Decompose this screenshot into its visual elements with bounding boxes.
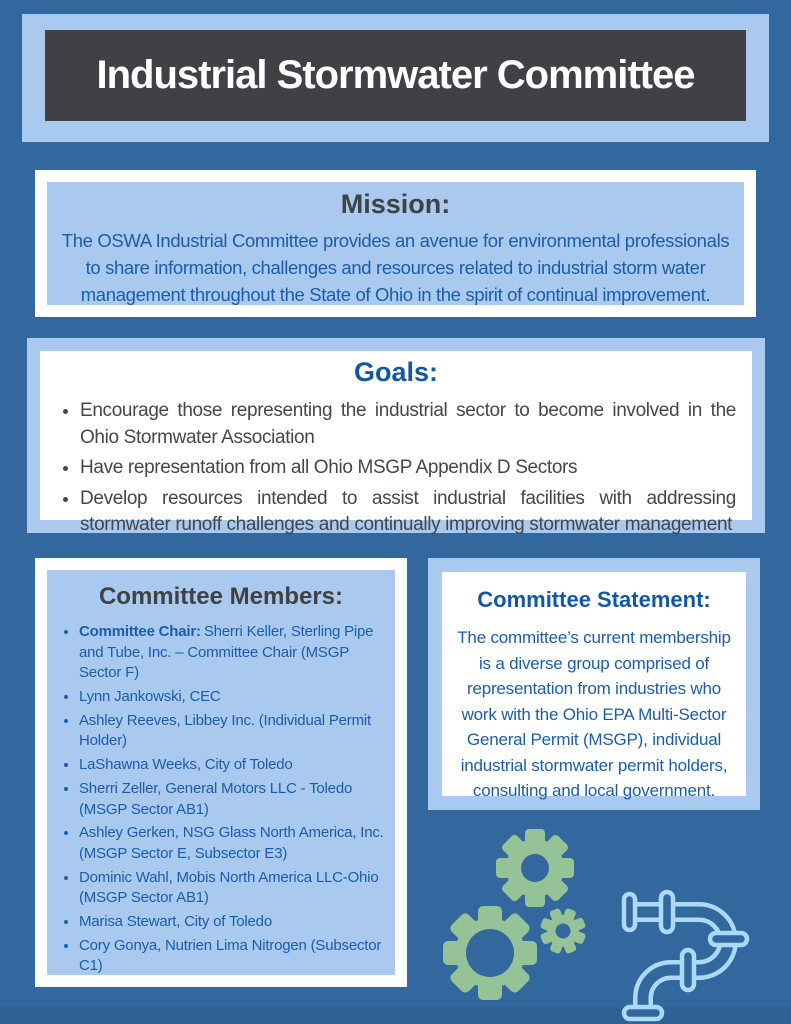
- gear-icon: [496, 829, 574, 907]
- statement-section: [428, 558, 760, 810]
- pipe-icon: [624, 892, 747, 1019]
- members-panel: [47, 570, 395, 975]
- member-item-chair: [79, 622, 389, 684]
- member-item: • Sherri Zeller, General Motors LLC - Toledo (MSGP Sector AB1): [79, 779, 389, 820]
- member-item: • Ashley Reeves, Libbey Inc. (Individual Permit Holder): [79, 711, 389, 752]
- member-item: • Cory Gonya, Nutrien Lima Nitrogen (Subsector C1): [79, 936, 389, 977]
- mission-body: The OSWA Industrial Committee provides an avenue for environmental professionals to share information, challenges and resources related to industrial storm water management throughout the State of Ohio in the spirit of continual improvement.: [61, 230, 730, 305]
- title-box: [45, 30, 746, 121]
- mission-section: [35, 170, 756, 317]
- statement-heading: Committee Statement:: [477, 587, 711, 612]
- member-item: • Dominic Wahl, Mobis North America LLC-Ohio (MSGP Sector AB1): [79, 868, 389, 909]
- mission-heading: Mission:: [340, 189, 451, 219]
- decorative-art: [430, 820, 791, 1024]
- member-item: • LaShawna Weeks, City of Toledo: [79, 755, 389, 776]
- header-band: [22, 14, 769, 142]
- members-heading: Committee Members:: [98, 583, 344, 610]
- goals-list: [40, 398, 752, 539]
- members-section: [35, 558, 407, 987]
- members-list: [47, 622, 395, 977]
- goal-item: • Encourage those representing the industrial sector to become involved in the Ohio Stormwater Association: [80, 398, 736, 451]
- member-item: • Ashley Gerken, NSG Glass North America, Inc. (MSGP Sector E, Subsector E3): [79, 823, 389, 864]
- mission-panel: [47, 182, 744, 305]
- statement-body: The committee’s current membership is a diverse group comprised of representation from industries who work with the Ohio EPA Multi-Sector General Permit (MSGP), individual industrial stormwater permit holders, consulting and local government.: [457, 628, 731, 800]
- chair-label: Committee Chair:: [79, 623, 201, 640]
- member-item: • Lynn Jankowski, CEC: [79, 687, 389, 708]
- member-item: • Marisa Stewart, City of Toledo: [79, 912, 389, 933]
- gear-icon: [533, 901, 593, 961]
- chair-text: Sherri Keller, Sterling Pipe and Tube, Inc. – Committee Chair (MSGP Sector F): [79, 623, 374, 682]
- goals-heading: Goals:: [353, 357, 439, 387]
- goal-item: • Have representation from all Ohio MSGP Appendix D Sectors: [80, 455, 736, 482]
- statement-panel: [442, 572, 746, 800]
- goals-panel: [40, 351, 752, 536]
- goal-item: • Develop resources intended to assist industrial facilities with addressing stormwater runoff challenges and continually improving stormwater management: [80, 486, 736, 539]
- poster-title: Industrial Stormwater Committee: [96, 53, 695, 97]
- gear-icon: [443, 906, 537, 1000]
- goals-section: [27, 338, 765, 536]
